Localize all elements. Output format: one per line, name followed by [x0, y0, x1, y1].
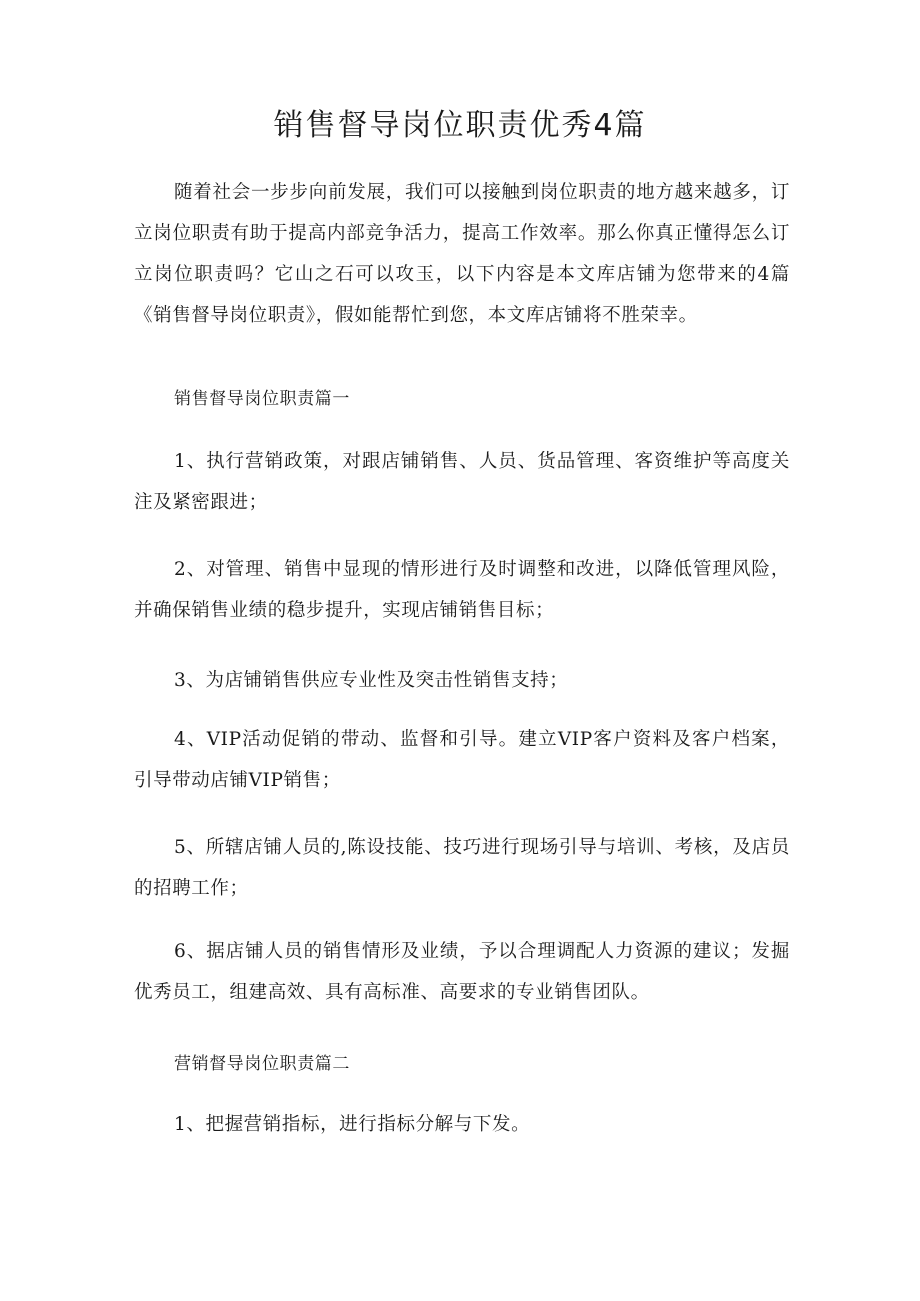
section-2-item-1: 1、把握营销指标，进行指标分解与下发。	[174, 1114, 531, 1135]
intro-paragraph: 随着社会一步步向前发展，我们可以接触到岗位职责的地方越来越多，订立岗位职责有助于提高内部竞争活力，提高工作效率。那么你真正懂得怎么订立岗位职责吗？它山之石可以攻玉，以下内容是本文库店铺为您带来的4篇《销售督导岗位职责》，假如能帮忙到您，本文库店铺将不胜荣幸。	[134, 182, 790, 326]
section-1-item-6: 6、据店铺人员的销售情形及业绩，予以合理调配人力资源的建议；发掘优秀员工，组建高效、具有高标准、高要求的专业销售团队。	[134, 941, 790, 1003]
section-1-item-2: 2、对管理、销售中显现的情形进行及时调整和改进，以降低管理风险，并确保销售业绩的稳步提升，实现店铺销售目标；	[134, 559, 790, 621]
section-2-heading: 营销督导岗位职责篇二	[174, 1054, 350, 1074]
section-1-heading: 销售督导岗位职责篇一	[174, 389, 350, 409]
section-1-item-5: 5、所辖店铺人员的,陈设技能、技巧进行现场引导与培训、考核，及店员的招聘工作；	[134, 837, 790, 899]
section-1-item-1: 1、执行营销政策，对跟店铺销售、人员、货品管理、客资维护等高度关注及紧密跟进；	[134, 451, 790, 513]
section-1-item-4: 4、VIP活动促销的带动、监督和引导。建立VIP客户资料及客户档案，引导带动店铺VIP销售；	[134, 729, 790, 791]
document-title: 销售督导岗位职责优秀4篇	[273, 108, 647, 143]
section-1-item-3: 3、为店铺销售供应专业性及突击性销售支持；	[174, 670, 569, 691]
